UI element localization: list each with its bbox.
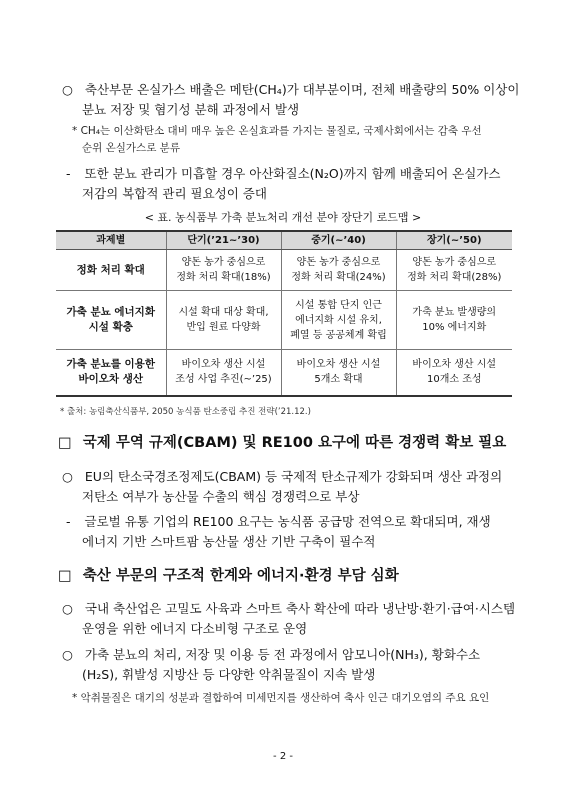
table-cell: 가축 분뇨 발생량의 10% 에너지화: [396, 291, 512, 350]
circle-bullet: ○: [62, 82, 73, 97]
heading-text: 축산 부문의 구조적 한계와 에너지·환경 부담 심화: [82, 568, 399, 584]
section-heading: [58, 433, 506, 453]
section-heading: [58, 566, 399, 586]
bullet-paragraph: [62, 645, 480, 664]
heading-text: 국제 무역 규제(CBAM) 및 RE100 요구에 따른 경쟁력 확보 필요: [82, 435, 507, 451]
paragraph-text: 글로벌 유통 기업의 RE100 요구는 농식품 공급망 전역으로 확대되며, 재생: [84, 514, 491, 529]
column-header: 장기(~’50): [396, 231, 512, 250]
bullet-paragraph: [62, 599, 515, 618]
paragraph-text: 축산부문 온실가스 배출은 메탄(CH₄)가 대부분이며, 전체 배출량의 50% 이상이: [84, 82, 520, 97]
circle-bullet: ○: [62, 601, 73, 616]
table-cell: 바이오차 생산 시설 조성 사업 추진(~’25): [166, 350, 281, 396]
dash-paragraph: [66, 164, 500, 183]
paragraph-text: 운영을 위한 에너지 다소비형 구조로 운영: [82, 621, 308, 636]
paragraph-text: (H₂S), 휘발성 지방산 등 다양한 악취물질이 지속 발생: [82, 667, 376, 682]
row-category: 가축 분뇨 에너지화 시설 확충: [56, 291, 166, 350]
footnote-text: * 악취물질은 대기의 성분과 결합하여 미세먼지를 생산하여 축사 인근 대기오염의 주요 요인: [72, 692, 490, 704]
table-cell: 양돈 농가 중심으로 정화 처리 확대(18%): [166, 250, 281, 291]
square-bullet: □: [58, 435, 72, 451]
table-source: * 출처: 농림축산식품부, 2050 농식품 탄소중립 추진 전략(’21.12.): [60, 407, 311, 417]
dash-bullet: -: [66, 166, 71, 181]
page-number: - 2 -: [273, 751, 293, 762]
paragraph-text: 또한 분뇨 관리가 미흡할 경우 아산화질소(N₂O)까지 함께 배출되어 온실가스: [84, 166, 501, 181]
column-header: 단기(’21~’30): [166, 231, 281, 250]
paragraph-text: 저탄소 여부가 농산물 수출의 핵심 경쟁력으로 부상: [82, 489, 360, 504]
table-cell: 양돈 농가 중심으로 정화 처리 확대(24%): [281, 250, 396, 291]
footnote-text: * CH₄는 이산화탄소 대비 매우 높은 온실효과를 가지는 물질로, 국제사회에서는 감축 우선: [72, 125, 482, 137]
square-bullet: □: [58, 568, 72, 584]
table-cell: 바이오차 생산 시설 5개소 확대: [281, 350, 396, 396]
table-row: [56, 350, 512, 396]
dash-paragraph: [66, 512, 491, 531]
table-row: [56, 291, 512, 350]
paragraph-text: 국내 축산업은 고밀도 사육과 스마트 축사 확산에 따라 냉난방·환기·급여·시스템: [84, 601, 516, 616]
table-header-row: [56, 231, 512, 250]
table-cell: 시설 확대 대상 확대, 반입 원료 다양화: [166, 291, 281, 350]
paragraph-text: 가축 분뇨의 처리, 저장 및 이용 등 전 과정에서 암모니아(NH₃), 황화수소: [84, 647, 481, 662]
footnote-text: 순위 온실가스로 분류: [82, 142, 180, 154]
column-header: 과제별: [56, 231, 166, 250]
column-header: 중기(~’40): [281, 231, 396, 250]
roadmap-table: [56, 230, 512, 397]
paragraph-text: EU의 탄소국경조정제도(CBAM) 등 국제적 탄소규제가 강화되며 생산 과정의: [84, 469, 503, 484]
paragraph-text: 에너지 기반 스마트팜 농산물 생산 기반 구축이 필수적: [82, 534, 376, 549]
table-cell: 바이오차 생산 시설 10개소 조성: [396, 350, 512, 396]
table-cell: 시설 통합 단지 인근 에너지화 시설 유치, 폐열 등 공공체계 확립: [281, 291, 396, 350]
bullet-paragraph: [62, 467, 502, 486]
paragraph-text: 분뇨 저장 및 혐기성 분해 과정에서 발생: [82, 102, 300, 117]
row-category: 정화 처리 확대: [56, 250, 166, 291]
paragraph-text: 저감의 복합적 관리 필요성이 증대: [82, 186, 267, 201]
circle-bullet: ○: [62, 647, 73, 662]
circle-bullet: ○: [62, 469, 73, 484]
table-cell: 양돈 농가 중심으로 정화 처리 확대(28%): [396, 250, 512, 291]
dash-bullet: -: [66, 514, 71, 529]
table-row: [56, 250, 512, 291]
table-caption: < 표. 농식품부 가축 분뇨처리 개선 분야 장단기 로드맵 >: [144, 211, 422, 224]
row-category: 가축 분뇨를 이용한 바이오차 생산: [56, 350, 166, 396]
bullet-paragraph: [62, 80, 519, 99]
